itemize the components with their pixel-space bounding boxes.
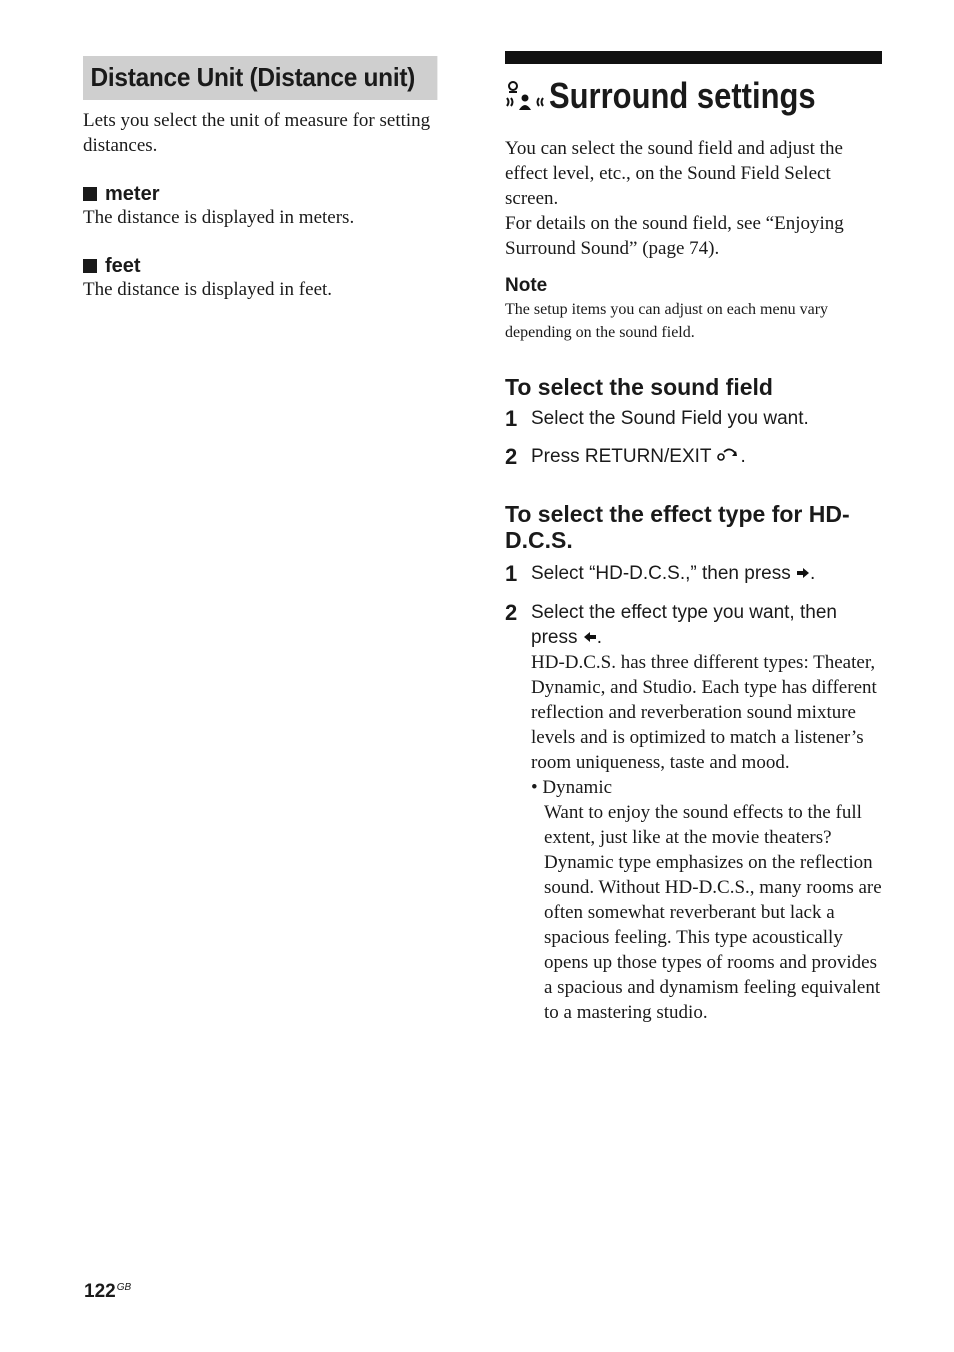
step-text: Select “HD-D.C.S.,” then press xyxy=(531,563,791,584)
section-heading-effect-type: To select the effect type for HD-D.C.S. xyxy=(505,501,850,553)
option-feet xyxy=(83,254,460,302)
surround-speaker-icon xyxy=(505,78,545,114)
step-suffix: . xyxy=(740,446,746,467)
step-item xyxy=(505,561,882,586)
return-icon xyxy=(716,446,740,462)
step-text: Press RETURN/EXIT xyxy=(531,446,712,467)
option-heading xyxy=(83,254,460,278)
step-number: 2 xyxy=(505,600,518,625)
step-explanation: HD-D.C.S. has three different types: Theater, Dynamic, and Studio. Each type has different reflection and reverberation sound mixture levels and is optimized to match a listener’s room uniqueness, taste and mood. xyxy=(531,652,877,773)
page-title: Surround settings xyxy=(549,75,816,116)
option-meter xyxy=(83,182,460,230)
bullet-label: • Dynamic xyxy=(531,777,613,798)
section-description: Lets you select the unit of measure for setting distances. xyxy=(83,110,431,156)
intro-reference: For details on the sound field, see “Enjoying Surround Sound” (page 74). xyxy=(505,213,844,259)
option-label: meter xyxy=(105,183,160,205)
step-text: Select the effect type you want, then press xyxy=(531,602,837,648)
section-heading-sound-field: To select the sound field xyxy=(505,374,773,400)
square-bullet-icon xyxy=(83,259,97,273)
step-text: Select the Sound Field you want. xyxy=(531,408,809,429)
note-heading: Note xyxy=(505,275,548,296)
step-number: 1 xyxy=(505,561,518,586)
right-arrow-icon xyxy=(796,567,810,579)
title-rule xyxy=(505,51,882,64)
option-label: feet xyxy=(105,255,141,277)
step-suffix: . xyxy=(810,563,816,584)
note-text: The setup items you can adjust on each menu vary depending on the sound field. xyxy=(505,301,829,341)
step-suffix: . xyxy=(596,627,603,648)
left-arrow-icon xyxy=(583,631,597,643)
intro-paragraph: You can select the sound field and adjust the effect level, etc., on the Sound Field Select screen. xyxy=(505,138,843,209)
title-row xyxy=(505,68,882,124)
page-region-suffix: GB xyxy=(116,1282,132,1293)
bullet-description: Want to enjoy the sound effects to the full extent, just like at the movie theaters? Dynamic type emphasizes on the reflection sound. Without HD-D.C.S., many rooms are often somewhat reverberant but lack a spacious feeling. This type acoustically opens up those types of rooms and provides a spacious and dynamism feeling equivalent to a mastering studio. xyxy=(544,802,882,1023)
step-item xyxy=(505,406,882,431)
page-number-value: 122 xyxy=(84,1281,116,1302)
step-item xyxy=(505,444,882,469)
section-banner: Distance Unit (Distance unit) xyxy=(83,56,437,100)
option-description: The distance is displayed in meters. xyxy=(83,207,355,228)
step-number: 2 xyxy=(505,444,518,469)
square-bullet-icon xyxy=(83,187,97,201)
step-number: 1 xyxy=(505,406,518,431)
page-number xyxy=(84,1281,131,1303)
right-column xyxy=(505,51,882,1025)
left-column xyxy=(83,56,460,302)
option-heading xyxy=(83,182,460,206)
step-item xyxy=(505,600,882,650)
option-description: The distance is displayed in feet. xyxy=(83,279,333,300)
